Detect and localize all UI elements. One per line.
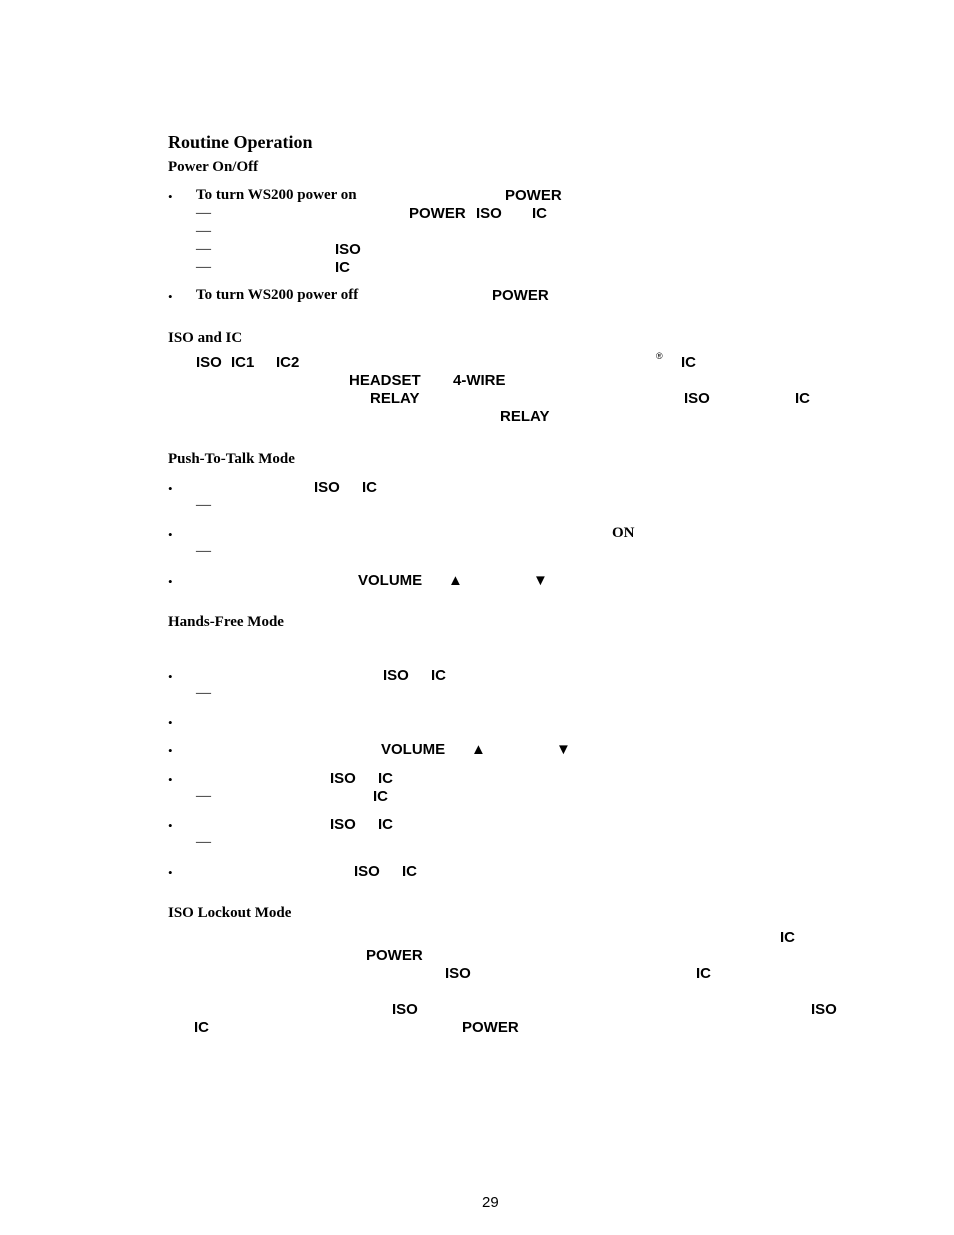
key-power: POWER	[505, 187, 562, 204]
item-turn-off: To turn WS200 power off	[196, 287, 359, 303]
dash: —	[196, 497, 211, 513]
key-iso: ISO	[392, 1001, 418, 1018]
page-title: Routine Operation	[168, 132, 313, 152]
volume-up-icon: ▲	[448, 572, 463, 589]
key-ic: IC	[431, 667, 446, 684]
key-ic2: IC2	[276, 354, 300, 371]
key-relay: RELAY	[370, 390, 420, 407]
item-turn-on: To turn WS200 power on	[196, 187, 357, 203]
dash: —	[196, 259, 211, 275]
section-heading-lockout: ISO Lockout Mode	[168, 905, 292, 921]
key-ic: IC	[780, 929, 795, 946]
key-ic: IC	[681, 354, 696, 371]
label-on: ON	[612, 525, 635, 541]
bullet: •	[168, 772, 173, 787]
key-ic: IC	[795, 390, 810, 407]
bullet: •	[168, 574, 173, 589]
dash: —	[196, 241, 211, 257]
bullet: •	[168, 669, 173, 684]
page-number: 29	[482, 1194, 499, 1211]
dash: —	[196, 205, 211, 221]
dash: —	[196, 834, 211, 850]
key-ic: IC	[378, 770, 393, 787]
volume-down-icon: ▼	[533, 572, 548, 589]
key-iso: ISO	[330, 816, 356, 833]
key-iso: ISO	[335, 241, 361, 258]
key-power: POWER	[409, 205, 466, 222]
bullet: •	[168, 289, 173, 304]
section-heading-power: Power On/Off	[168, 159, 259, 175]
volume-up-icon: ▲	[471, 741, 486, 758]
key-power: POWER	[462, 1019, 519, 1036]
dash: —	[196, 543, 211, 559]
bullet: •	[168, 527, 173, 542]
key-iso: ISO	[684, 390, 710, 407]
key-iso: ISO	[383, 667, 409, 684]
key-iso: ISO	[445, 965, 471, 982]
dash: —	[196, 685, 211, 701]
dash: —	[196, 788, 211, 804]
section-heading-iso-ic: ISO and IC	[168, 330, 243, 346]
key-ic: IC	[696, 965, 711, 982]
key-ic: IC	[194, 1019, 209, 1036]
section-heading-handsfree: Hands-Free Mode	[168, 614, 284, 630]
key-ic: IC	[532, 205, 547, 222]
bullet: •	[168, 189, 173, 204]
key-ic: IC	[373, 788, 388, 805]
key-iso: ISO	[476, 205, 502, 222]
volume-down-icon: ▼	[556, 741, 571, 758]
key-4-wire: 4-WIRE	[453, 372, 506, 389]
bullet: •	[168, 818, 173, 833]
key-headset: HEADSET	[349, 372, 421, 389]
bullet: •	[168, 865, 173, 880]
key-iso: ISO	[196, 354, 222, 371]
bullet: •	[168, 481, 173, 496]
key-ic: IC	[378, 816, 393, 833]
key-iso: ISO	[811, 1001, 837, 1018]
bullet: •	[168, 715, 173, 730]
bullet: •	[168, 743, 173, 758]
key-volume: VOLUME	[358, 572, 423, 589]
key-power: POWER	[366, 947, 423, 964]
key-power: POWER	[492, 287, 549, 304]
key-ic: IC	[402, 863, 417, 880]
key-ic: IC	[335, 259, 350, 276]
section-heading-ptt: Push-To-Talk Mode	[168, 451, 295, 467]
key-relay: RELAY	[500, 408, 550, 425]
key-iso: ISO	[330, 770, 356, 787]
dash: —	[196, 223, 211, 239]
key-ic1: IC1	[231, 354, 255, 371]
registered-mark: ®	[656, 351, 663, 361]
key-ic: IC	[362, 479, 377, 496]
key-volume: VOLUME	[381, 741, 446, 758]
key-iso: ISO	[354, 863, 380, 880]
key-iso: ISO	[314, 479, 340, 496]
